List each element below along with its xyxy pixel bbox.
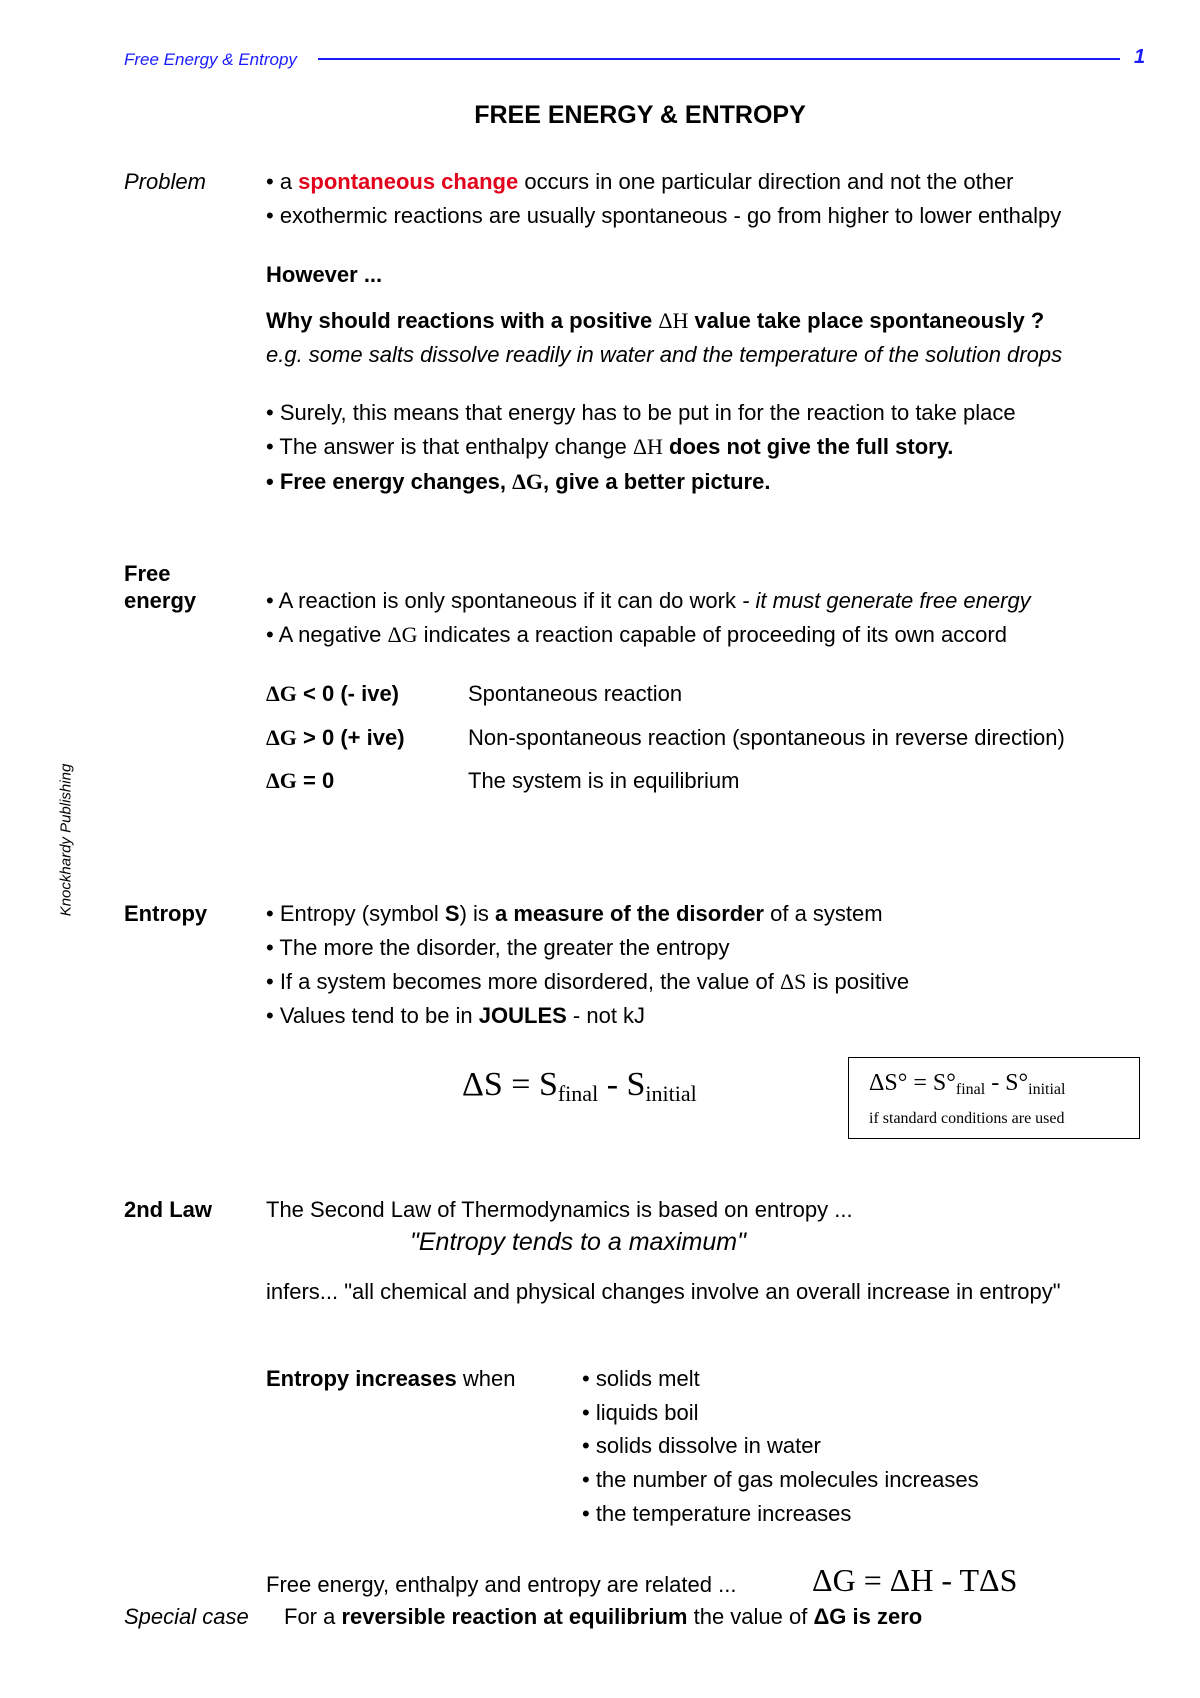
problem-bullet-1-post: occurs in one particular direction and not the other xyxy=(518,169,1014,194)
page-title: FREE ENERGY & ENTROPY xyxy=(474,101,806,129)
en-b1-bold: a measure of the disorder xyxy=(495,901,764,926)
header-rule xyxy=(318,58,1120,60)
delta-g-symbol: ΔG xyxy=(512,469,544,494)
box-main: ΔS° = S° xyxy=(869,1070,956,1096)
free-energy-picture-line xyxy=(266,469,770,495)
second-law-infers: infers... "all chemical and physical changes involve an overall increase in entropy" xyxy=(266,1279,1061,1304)
problem-bullet-1-pre: • a xyxy=(266,169,299,194)
free-energy-label-line1: Free xyxy=(124,561,171,586)
formula-sub-final: final xyxy=(557,1081,599,1106)
en-b1-pre: • Entropy (symbol xyxy=(266,901,445,926)
formula-sub-initial: initial xyxy=(645,1081,697,1106)
fe-b1-italic: - it must generate free energy xyxy=(742,588,1031,613)
delta-s-symbol: ΔS xyxy=(779,969,807,994)
page-number: 1 xyxy=(1134,46,1146,68)
joules-bold: JOULES xyxy=(478,1003,567,1028)
gibbs-equation: ΔG = ΔH - TΔS xyxy=(812,1562,1018,1598)
special-case-line xyxy=(284,1604,922,1630)
entropy-bullet-1 xyxy=(266,901,883,927)
en-b3-pre: • If a system becomes more disordered, the value of xyxy=(266,969,780,994)
picture-bold-pre: • Free energy changes, xyxy=(266,469,513,494)
en-b3-post: is positive xyxy=(806,969,910,994)
dg-row-1-description: Spontaneous reaction xyxy=(468,681,683,706)
list-item: • solids melt xyxy=(582,1366,700,1391)
dg-row-3-cond: = 0 xyxy=(296,768,335,793)
free-energy-bullet-2 xyxy=(266,622,1007,648)
dg-row-3-condition xyxy=(266,768,334,794)
formula-mid: - S xyxy=(598,1066,646,1103)
spontaneous-change-highlight: spontaneous change xyxy=(298,169,519,194)
delta-g-symbol: ΔG xyxy=(387,622,418,647)
delta-h-symbol: ΔH xyxy=(658,308,689,333)
entropy-bullet-4 xyxy=(266,1003,645,1029)
en-b4-pre: • Values tend to be in xyxy=(266,1003,479,1028)
header-title: Free Energy & Entropy xyxy=(124,50,297,69)
entropy-bullet-3 xyxy=(266,969,909,995)
entropy-increases-bold: Entropy increases xyxy=(266,1366,457,1391)
second-law-line: The Second Law of Thermodynamics is based on entropy ... xyxy=(266,1197,853,1222)
delta-g-symbol: ΔG xyxy=(266,768,297,793)
relation-text: Free energy, enthalpy and entropy are related ... xyxy=(266,1572,737,1597)
picture-bold-post: , give a better picture. xyxy=(543,469,771,494)
answer-pre: • The answer is that enthalpy change xyxy=(266,434,633,459)
delta-h-symbol: ΔH xyxy=(632,434,663,459)
dg-row-3-description: The system is in equilibrium xyxy=(468,768,740,793)
delta-g-symbol: ΔG xyxy=(266,681,297,706)
sc-bold-end: ΔG is zero xyxy=(813,1604,923,1629)
entropy-symbol: S xyxy=(444,901,460,926)
example-line: e.g. some salts dissolve readily in water and the temperature of the solution drops xyxy=(266,342,1063,367)
question-pre: Why should reactions with a positive xyxy=(266,308,659,333)
problem-bullet-2: • exothermic reactions are usually spontaneous - go from higher to lower enthalpy xyxy=(266,203,1062,228)
second-law-quote: "Entropy tends to a maximum" xyxy=(410,1228,746,1256)
dg-row-2-cond: > 0 (+ ive) xyxy=(296,725,405,750)
special-case-label: Special case xyxy=(124,1604,249,1629)
list-item: • the number of gas molecules increases xyxy=(582,1467,979,1492)
entropy-bullet-2: • The more the disorder, the greater the entropy xyxy=(266,935,730,960)
box-sub-initial: initial xyxy=(1028,1081,1066,1098)
list-item: • liquids boil xyxy=(582,1400,699,1425)
dg-row-1-condition xyxy=(266,681,399,707)
entropy-label: Entropy xyxy=(124,901,208,926)
however-heading: However ... xyxy=(266,262,383,287)
dg-row-1-cond: < 0 (- ive) xyxy=(296,681,399,706)
question-line xyxy=(266,308,1044,334)
answer-line xyxy=(266,434,953,460)
list-item: • solids dissolve in water xyxy=(582,1433,821,1458)
en-b4-post: - not kJ xyxy=(566,1003,646,1028)
standard-conditions-note: if standard conditions are used xyxy=(869,1110,1065,1127)
box-sub-final: final xyxy=(955,1081,986,1098)
dg-row-2-description: Non-spontaneous reaction (spontaneous in reverse direction) xyxy=(468,725,1065,750)
sc-mid: the value of xyxy=(687,1604,814,1629)
list-item: • the temperature increases xyxy=(582,1501,852,1526)
second-law-label: 2nd Law xyxy=(124,1197,213,1222)
problem-bullet-1 xyxy=(266,169,1014,195)
fe-b2-pre: • A negative xyxy=(266,622,388,647)
delta-g-symbol: ΔG xyxy=(266,725,297,750)
sc-pre: For a xyxy=(284,1604,342,1629)
free-energy-bullet-1 xyxy=(266,588,1031,614)
standard-entropy-formula xyxy=(869,1070,1065,1099)
free-energy-label-line2: energy xyxy=(124,588,197,613)
question-post: value take place spontaneously ? xyxy=(688,308,1045,333)
fe-b1-pre: • A reaction is only spontaneous if it can do work xyxy=(266,588,743,613)
entropy-increases-heading xyxy=(266,1366,515,1392)
entropy-change-formula xyxy=(462,1065,697,1114)
side-publisher-label: Knockhardy Publishing xyxy=(57,763,75,917)
dg-row-2-condition xyxy=(266,725,405,751)
box-mid: - S° xyxy=(985,1070,1029,1096)
surely-line: • Surely, this means that energy has to be put in for the reaction to take place xyxy=(266,400,1016,425)
en-b1-post: of a system xyxy=(764,901,883,926)
problem-label: Problem xyxy=(124,169,206,194)
answer-bold: does not give the full story. xyxy=(662,434,954,459)
standard-conditions-box xyxy=(848,1057,1140,1139)
formula-main: ΔS = S xyxy=(462,1066,558,1103)
entropy-increases-when: when xyxy=(456,1366,516,1391)
fe-b2-post: indicates a reaction capable of proceeding of its own accord xyxy=(417,622,1007,647)
sc-bold: reversible reaction at equilibrium xyxy=(341,1604,688,1629)
en-b1-mid: ) is xyxy=(459,901,496,926)
